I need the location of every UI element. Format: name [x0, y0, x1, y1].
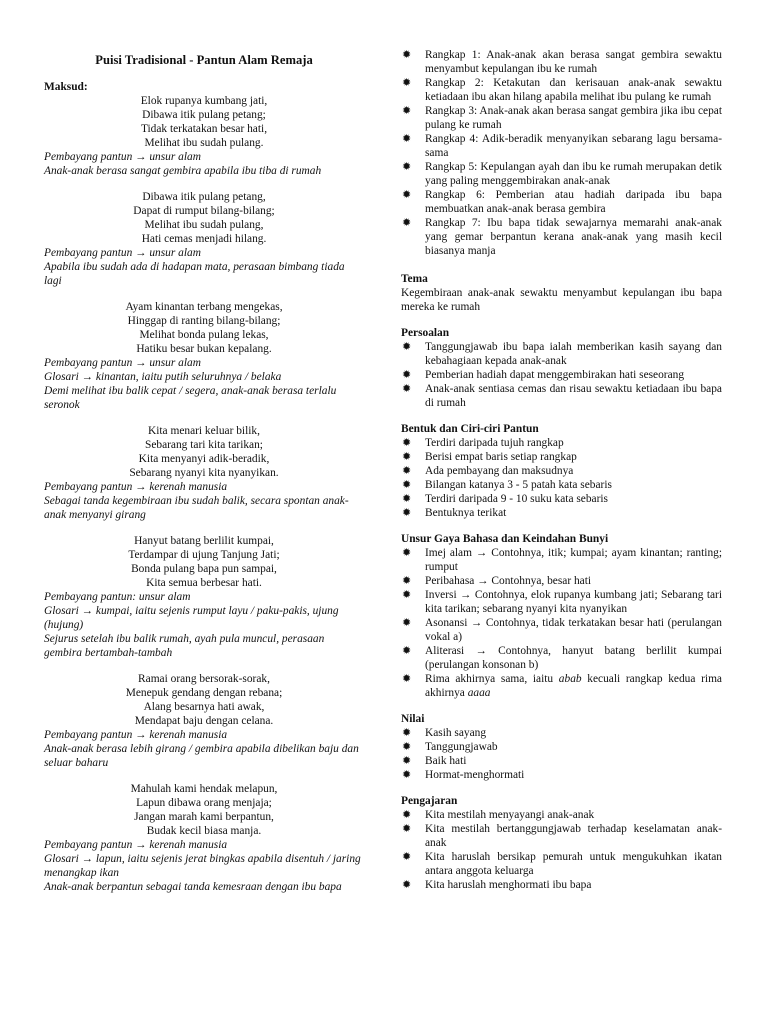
bullet-icon: ✹ [402, 77, 412, 89]
persoalan-text: Pemberian hadiah dapat menggembirakan hati seseorang [425, 369, 685, 381]
list-item [401, 76, 722, 104]
list-item [401, 104, 722, 132]
persoalan-list [401, 340, 722, 410]
rangkap-text: Rangkap 3: Anak-anak akan berasa sangat gembira jika ibu cepat pulang ke rumah [425, 105, 722, 131]
bentuk-text: Bentuknya terikat [425, 507, 507, 519]
stanza-note: Anak-anak berasa lebih girang / gembira apabila dibelikan baju dan seluar baharu [44, 743, 359, 769]
poem-line: Kita menyanyi adik-beradik, [138, 453, 270, 465]
list-item [401, 808, 722, 822]
bullet-icon: ✹ [402, 741, 412, 753]
stanza [44, 424, 364, 522]
bentuk-heading: Bentuk dan Ciri-ciri Pantun [401, 423, 539, 435]
list-item [401, 754, 722, 768]
nilai-text: Hormat-menghormati [425, 769, 525, 781]
bullet-icon: ✹ [402, 769, 412, 781]
poem-line: Hinggap di ranting bilang-bilang; [127, 315, 281, 327]
rangkap-list [401, 48, 722, 258]
poem-line: Melihat ibu sudah pulang, [144, 219, 264, 231]
bentuk-text: Berisi empat baris setiap rangkap [425, 451, 577, 463]
bullet-icon: ✹ [402, 49, 412, 61]
list-item [401, 574, 722, 588]
poem-line: Jangan marah kami berpantun, [134, 811, 274, 823]
stanza-note: Sejurus setelah ibu balik rumah, ayah pula muncul, perasaan gembira bertambah-tambah [44, 633, 325, 659]
maksud-label: Maksud: [44, 81, 88, 93]
poem-line: Sebarang tari kita tarikan; [145, 439, 263, 451]
bullet-icon: ✹ [402, 727, 412, 739]
bullet-icon: ✹ [402, 879, 412, 891]
stanza [44, 190, 364, 288]
poem-line: Alang besarnya hati awak, [143, 701, 265, 713]
nilai-text: Kasih sayang [425, 727, 487, 739]
bullet-icon: ✹ [402, 809, 412, 821]
bullet-icon: ✹ [402, 673, 412, 685]
stanza-note: Glosari → lapun, iaitu sejenis jerat bingkas apabila disentuh / jaring menangkap ikan [44, 853, 361, 879]
poem-line: Elok rupanya kumbang jati, [140, 95, 268, 107]
persoalan-text: Tanggungjawab ibu bapa ialah memberikan kasih sayang dan kebahagiaan kepada anak-anak [425, 341, 722, 367]
bullet-icon: ✹ [402, 617, 412, 629]
stanza-note: Anak-anak berasa sangat gembira apabila ibu tiba di rumah [44, 165, 322, 177]
list-item [401, 644, 722, 672]
bullet-icon: ✹ [402, 189, 412, 201]
pengajaran-text: Kita mestilah bertanggungjawab terhadap keselamatan anak-anak [425, 823, 722, 849]
poem-line: Ramai orang bersorak-sorak, [138, 673, 270, 685]
pengajaran-text: Kita haruslah menghormati ibu bapa [425, 879, 592, 891]
rangkap-text: Rangkap 5: Kepulangan ayah dan ibu ke rumah merupakan detik yang paling menggembirakan anak-anak [425, 161, 722, 187]
stanza [44, 782, 364, 894]
list-item [401, 48, 722, 76]
bullet-icon: ✹ [402, 755, 412, 767]
tema-heading: Tema [401, 273, 428, 285]
bullet-icon: ✹ [402, 493, 412, 505]
persoalan-heading: Persoalan [401, 327, 450, 339]
bullet-icon: ✹ [402, 369, 412, 381]
list-item [401, 506, 722, 520]
gaya-text: Rima akhirnya sama, iaitu [425, 673, 559, 685]
poem-line: Mahulah kami hendak melapun, [130, 783, 278, 795]
left-column [44, 52, 364, 906]
bullet-icon: ✹ [402, 507, 412, 519]
rangkap-text: Rangkap 2: Ketakutan dan kerisauan anak-anak sewaktu ketiadaan ibu akan hilang apabila melihat ibu pulang ke rumah [425, 77, 722, 103]
list-item [401, 616, 722, 644]
bullet-icon: ✹ [402, 823, 412, 835]
gaya-text: Asonansi → Contohnya, tidak terkatakan besar hati (perulangan vokal a) [425, 617, 722, 643]
rima-pattern: aaaa [467, 687, 491, 699]
rangkap-text: Rangkap 1: Anak-anak akan berasa sangat gembira sewaktu menyambut kepulangan ibu ke rumah [425, 49, 722, 75]
poem-line: Melihat ibu sudah pulang. [144, 137, 264, 149]
tema-text: Kegembiraan anak-anak sewaktu menyambut kepulangan ibu bapa mereka ke rumah [401, 287, 722, 313]
bullet-icon: ✹ [402, 133, 412, 145]
bullet-icon: ✹ [402, 451, 412, 463]
bentuk-text: Terdiri daripada tujuh rangkap [425, 437, 564, 449]
page-title: Puisi Tradisional - Pantun Alam Remaja [95, 53, 313, 67]
bullet-icon: ✹ [402, 437, 412, 449]
gaya-text: Aliterasi → Contohnya, hanyut batang berlilit kumpai (perulangan konsonan b) [425, 645, 722, 671]
list-item [401, 382, 722, 410]
list-item [401, 878, 722, 892]
poem-line: Kita menari keluar bilik, [148, 425, 260, 437]
gaya-text: Peribahasa → Contohnya, besar hati [425, 575, 592, 587]
list-item [401, 368, 722, 382]
nilai-list [401, 726, 722, 782]
bentuk-text: Ada pembayang dan maksudnya [425, 465, 574, 477]
rima-pattern: abab [558, 673, 582, 685]
stanza-note: Pembayang pantun → kerenah manusia [44, 729, 228, 741]
stanza [44, 534, 364, 660]
poem-line: Melihat bonda pulang lekas, [139, 329, 269, 341]
list-item [401, 672, 722, 700]
nilai-text: Tanggungjawab [425, 741, 498, 753]
list-item [401, 740, 722, 754]
poem-line: Hanyut batang berlilit kumpai, [134, 535, 274, 547]
stanza-note: Anak-anak berpantun sebagai tanda kemesraan dengan ibu bapa [44, 881, 342, 893]
rangkap-text: Rangkap 6: Pemberian atau hadiah daripada ibu bapa membuatkan anak-anak berasa gembira [425, 189, 722, 215]
poem-line: Hati cemas menjadi hilang. [141, 233, 267, 245]
persoalan-text: Anak-anak sentiasa cemas dan risau sewaktu ketiadaan ibu bapa di rumah [425, 383, 722, 409]
rangkap-text: Rangkap 7: Ibu bapa tidak sewajarnya memarahi anak-anak yang gemar berpantun kerana anak-anak yang masih kecil biasanya manja [425, 217, 722, 257]
stanza-note: Pembayang pantun: unsur alam [44, 591, 191, 603]
poem-line: Dapat di rumput bilang-bilang; [133, 205, 275, 217]
poem-line: Sebarang nyanyi kita nyanyikan. [129, 467, 279, 479]
stanza-note: Pembayang pantun → unsur alam [44, 151, 201, 163]
stanza-note: Pembayang pantun → unsur alam [44, 357, 201, 369]
bullet-icon: ✹ [402, 383, 412, 395]
list-item [401, 478, 722, 492]
poem-line: Ayam kinantan terbang mengekas, [125, 301, 283, 313]
bentuk-text: Terdiri daripada 9 - 10 suku kata sebaris [425, 493, 608, 505]
list-item [401, 822, 722, 850]
poem-line: Hatiku besar bukan kepalang. [136, 343, 272, 355]
gaya-text: Imej alam → Contohnya, itik; kumpai; ayam kinantan; ranting; rumput [425, 547, 722, 573]
bullet-icon: ✹ [402, 575, 412, 587]
stanza [44, 94, 364, 178]
nilai-heading: Nilai [401, 713, 425, 725]
bullet-icon: ✹ [402, 851, 412, 863]
pengajaran-heading: Pengajaran [401, 795, 458, 807]
stanza-note: Pembayang pantun → kerenah manusia [44, 839, 228, 851]
list-item [401, 450, 722, 464]
bullet-icon: ✹ [402, 161, 412, 173]
gaya-text: kecuali rangkap kedua rima akhirnya [425, 673, 722, 699]
stanza-note: Pembayang pantun → unsur alam [44, 247, 201, 259]
poem-line: Lapun dibawa orang menjaja; [136, 797, 272, 809]
poem-line: Menepuk gendang dengan rebana; [125, 687, 283, 699]
list-item [401, 588, 722, 616]
list-item [401, 546, 722, 574]
list-item [401, 850, 722, 878]
bullet-icon: ✹ [402, 645, 412, 657]
stanza-note: Demi melihat ibu balik cepat / segera, anak-anak berasa terlalu seronok [44, 385, 337, 411]
stanza-note: Pembayang pantun → kerenah manusia [44, 481, 228, 493]
stanza [44, 300, 364, 412]
gaya-heading: Unsur Gaya Bahasa dan Keindahan Bunyi [401, 533, 609, 545]
poem-line: Tidak terkatakan besar hati, [140, 123, 268, 135]
list-item [401, 464, 722, 478]
list-item [401, 340, 722, 368]
poem-line: Mendapat baju dengan celana. [134, 715, 274, 727]
pengajaran-list [401, 808, 722, 892]
pengajaran-text: Kita haruslah bersikap pemurah untuk mengukuhkan ikatan antara anggota keluarga [425, 851, 722, 877]
rangkap-text: Rangkap 4: Adik-beradik menyanyikan sebarang lagu bersama-sama [425, 133, 722, 159]
list-item [401, 436, 722, 450]
gaya-list [401, 546, 722, 700]
stanza-note: Glosari → kumpai, iaitu sejenis rumput layu / paku-pakis, ujung (hujung) [44, 605, 339, 631]
bullet-icon: ✹ [402, 105, 412, 117]
poem-line: Budak kecil biasa manja. [146, 825, 262, 837]
list-item [401, 160, 722, 188]
poem-line: Terdampar di ujung Tanjung Jati; [128, 549, 280, 561]
bullet-icon: ✹ [402, 589, 412, 601]
nilai-text: Baik hati [425, 755, 467, 767]
poem-line: Kita semua berbesar hati. [146, 577, 262, 589]
poem-line: Dibawa itik pulang petang, [142, 191, 266, 203]
stanza [44, 672, 364, 770]
bentuk-list [401, 436, 722, 520]
list-item [401, 726, 722, 740]
stanza-note: Apabila ibu sudah ada di hadapan mata, perasaan bimbang tiada lagi [44, 261, 345, 287]
poem-line: Bonda pulang bapa pun sampai, [131, 563, 277, 575]
bullet-icon: ✹ [402, 217, 412, 229]
list-item [401, 492, 722, 506]
pengajaran-text: Kita mestilah menyayangi anak-anak [425, 809, 595, 821]
list-item [401, 768, 722, 782]
list-item [401, 132, 722, 160]
bullet-icon: ✹ [402, 547, 412, 559]
stanza-note: Glosari → kinantan, iaitu putih seluruhnya / belaka [44, 371, 282, 383]
poem-line: Dibawa itik pulang petang; [142, 109, 266, 121]
gaya-text: Inversi → Contohnya, elok rupanya kumbang jati; Sebarang tari kita tarikan; sebarang nyanyi kita nyanyikan [425, 589, 722, 615]
stanza-note: Sebagai tanda kegembiraan ibu sudah balik, secara spontan anak-anak menyanyi girang [44, 495, 349, 521]
bentuk-text: Bilangan katanya 3 - 5 patah kata sebaris [425, 479, 612, 491]
bullet-icon: ✹ [402, 465, 412, 477]
right-column [401, 48, 722, 892]
bullet-icon: ✹ [402, 479, 412, 491]
bullet-icon: ✹ [402, 341, 412, 353]
list-item [401, 188, 722, 216]
list-item [401, 216, 722, 258]
